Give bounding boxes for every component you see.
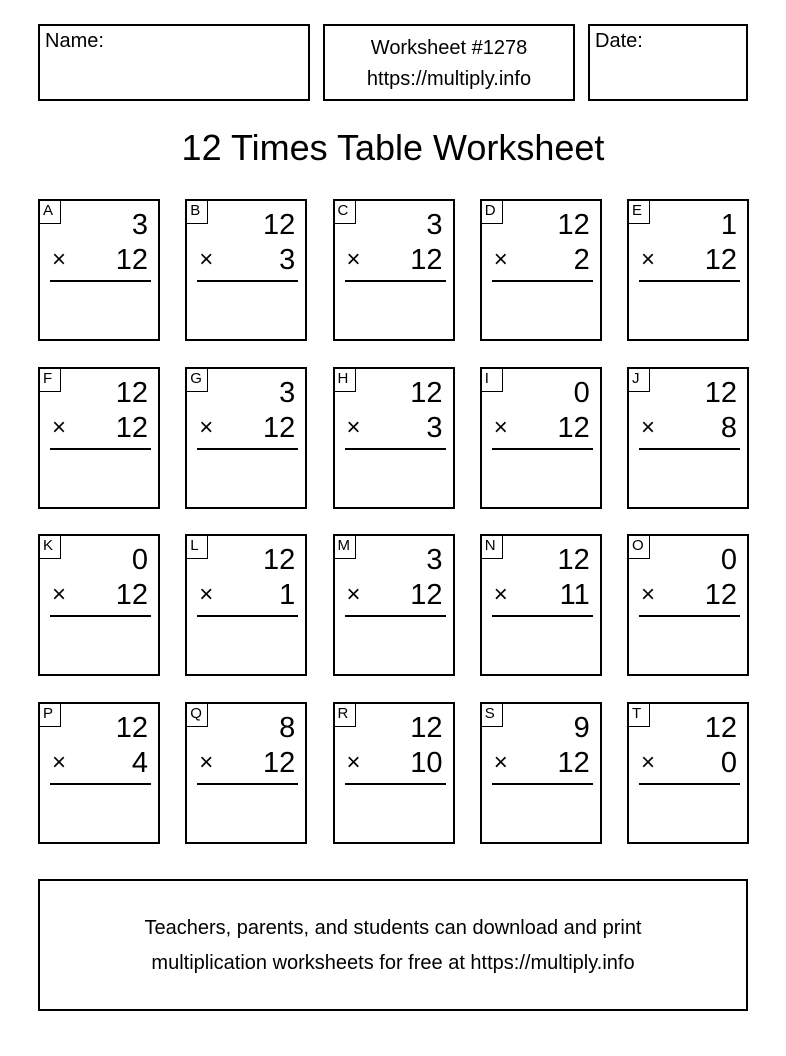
answer-line [50, 783, 151, 785]
multiply-sign: × [346, 246, 361, 273]
problem-card[interactable] [627, 534, 749, 676]
problem-multiplicand: 8 [279, 711, 296, 744]
answer-line [197, 783, 298, 785]
problem-card[interactable] [185, 367, 307, 509]
multiply-sign: × [641, 246, 656, 273]
answer-line [50, 615, 151, 617]
multiply-sign: × [52, 246, 67, 273]
problem-letter: N [482, 536, 503, 559]
page-title: 12 Times Table Worksheet [181, 127, 605, 168]
problem-multiplier: 12 [115, 244, 148, 276]
problem-card[interactable] [38, 702, 160, 844]
problem-multiplier: 12 [115, 411, 148, 444]
worksheet-info-box [323, 24, 575, 101]
problem-letter: J [629, 369, 650, 392]
problem-card[interactable] [480, 534, 602, 676]
problem-card[interactable] [627, 702, 749, 844]
problem-multiplier: 12 [262, 411, 296, 444]
multiply-sign: × [52, 748, 67, 776]
problem-multiplier: 4 [131, 746, 148, 779]
problem-multiplier: 12 [115, 579, 148, 611]
problem-letter: O [629, 536, 650, 559]
problem-letter: H [335, 369, 356, 392]
answer-line [197, 448, 298, 450]
problem-letter: I [482, 369, 503, 392]
problem-card[interactable] [38, 534, 160, 676]
answer-line [197, 615, 298, 617]
problem-card[interactable] [333, 534, 455, 676]
worksheet-url: https://multiply.info [366, 68, 532, 90]
answer-line [639, 783, 740, 785]
problem-multiplier: 8 [720, 411, 737, 444]
answer-line [50, 448, 151, 450]
multiply-sign: × [493, 748, 508, 776]
multiply-sign: × [493, 581, 508, 608]
multiply-sign: × [641, 748, 656, 776]
multiply-sign: × [199, 246, 214, 273]
problem-multiplicand: 12 [410, 711, 443, 744]
problem-multiplier: 12 [410, 579, 443, 611]
problem-letter: P [40, 704, 61, 727]
problem-letter: M [335, 536, 356, 559]
problem-card[interactable] [185, 702, 307, 844]
problem-multiplicand: 12 [557, 544, 590, 576]
answer-line [492, 280, 593, 282]
problem-letter: G [187, 369, 208, 392]
problem-multiplicand: 12 [115, 376, 148, 409]
multiply-sign: × [52, 581, 67, 608]
problem-letter: K [40, 536, 61, 559]
date-label: Date: [595, 30, 643, 52]
problem-multiplicand: 3 [131, 209, 148, 241]
multiply-sign: × [641, 581, 656, 608]
problem-card[interactable] [333, 702, 455, 844]
problem-letter: C [335, 201, 356, 224]
answer-line [492, 448, 593, 450]
multiply-sign: × [641, 413, 656, 441]
answer-line [492, 615, 593, 617]
problem-multiplier: 10 [410, 746, 443, 779]
problem-multiplier: 12 [557, 411, 590, 444]
problem-multiplier: 3 [426, 411, 443, 444]
multiply-sign: × [199, 413, 214, 441]
problem-letter: E [629, 201, 650, 224]
problem-multiplicand: 3 [426, 209, 443, 241]
problem-multiplicand: 12 [704, 711, 737, 744]
problem-multiplicand: 1 [720, 209, 737, 241]
name-field-box[interactable] [38, 24, 310, 101]
multiply-sign: × [346, 413, 361, 441]
problem-multiplier: 12 [262, 746, 296, 779]
multiply-sign: × [199, 581, 214, 608]
multiply-sign: × [493, 246, 508, 273]
problem-multiplicand: 9 [573, 711, 590, 744]
answer-line [345, 615, 446, 617]
problem-multiplicand: 12 [262, 544, 296, 576]
footer-note [40, 911, 746, 981]
problems-grid [38, 199, 749, 844]
problem-letter: B [187, 201, 208, 224]
problem-card[interactable] [627, 367, 749, 509]
multiply-sign: × [199, 748, 214, 776]
footer-line: multiplication worksheets for free at https://multiply.info [151, 952, 635, 974]
problem-letter: D [482, 201, 503, 224]
problem-letter: L [187, 536, 208, 559]
problem-multiplicand: 0 [720, 544, 737, 576]
answer-line [639, 615, 740, 617]
multiply-sign: × [346, 581, 361, 608]
problem-multiplier: 12 [704, 244, 737, 276]
multiply-sign: × [52, 413, 67, 441]
problem-card[interactable] [480, 702, 602, 844]
problem-letter: R [335, 704, 356, 727]
problem-multiplicand: 3 [279, 376, 296, 409]
footer-note-box [38, 879, 748, 1011]
problem-card[interactable] [627, 199, 749, 341]
problem-multiplicand: 12 [704, 376, 737, 409]
answer-line [345, 280, 446, 282]
problem-multiplier: 12 [557, 746, 590, 779]
problem-multiplier: 1 [279, 579, 296, 611]
answer-line [50, 280, 151, 282]
problem-multiplicand: 12 [115, 711, 148, 744]
multiply-sign: × [493, 413, 508, 441]
answer-line [197, 280, 298, 282]
answer-line [639, 280, 740, 282]
problem-card[interactable] [480, 367, 602, 509]
answer-line [345, 448, 446, 450]
problem-multiplicand: 0 [573, 376, 590, 409]
problem-letter: T [629, 704, 650, 727]
problem-card[interactable] [333, 367, 455, 509]
problem-multiplicand: 12 [410, 376, 443, 409]
problem-card[interactable] [38, 367, 160, 509]
date-field-box[interactable] [588, 24, 748, 101]
worksheet-number: Worksheet #1278 [370, 37, 528, 59]
problem-multiplier: 12 [410, 244, 443, 276]
problem-card[interactable] [333, 199, 455, 341]
problem-multiplier: 12 [704, 579, 737, 611]
problem-multiplicand: 12 [262, 209, 296, 241]
answer-line [639, 448, 740, 450]
problem-card[interactable] [38, 199, 160, 341]
footer-line: Teachers, parents, and students can download and print [144, 917, 642, 939]
problem-card[interactable] [185, 199, 307, 341]
problem-multiplier: 11 [559, 579, 590, 611]
problem-card[interactable] [480, 199, 602, 341]
problem-letter: A [40, 201, 61, 224]
problem-letter: F [40, 369, 61, 392]
name-label: Name: [45, 30, 104, 52]
problem-multiplier: 3 [279, 244, 296, 276]
answer-line [492, 783, 593, 785]
problem-multiplicand: 0 [131, 544, 148, 576]
problem-multiplier: 0 [720, 746, 737, 779]
problem-card[interactable] [185, 534, 307, 676]
problem-multiplier: 2 [573, 244, 590, 276]
multiply-sign: × [346, 748, 361, 776]
problem-multiplicand: 12 [557, 209, 590, 241]
problem-letter: S [482, 704, 503, 727]
problem-multiplicand: 3 [426, 544, 443, 576]
answer-line [345, 783, 446, 785]
problem-letter: Q [187, 704, 208, 727]
